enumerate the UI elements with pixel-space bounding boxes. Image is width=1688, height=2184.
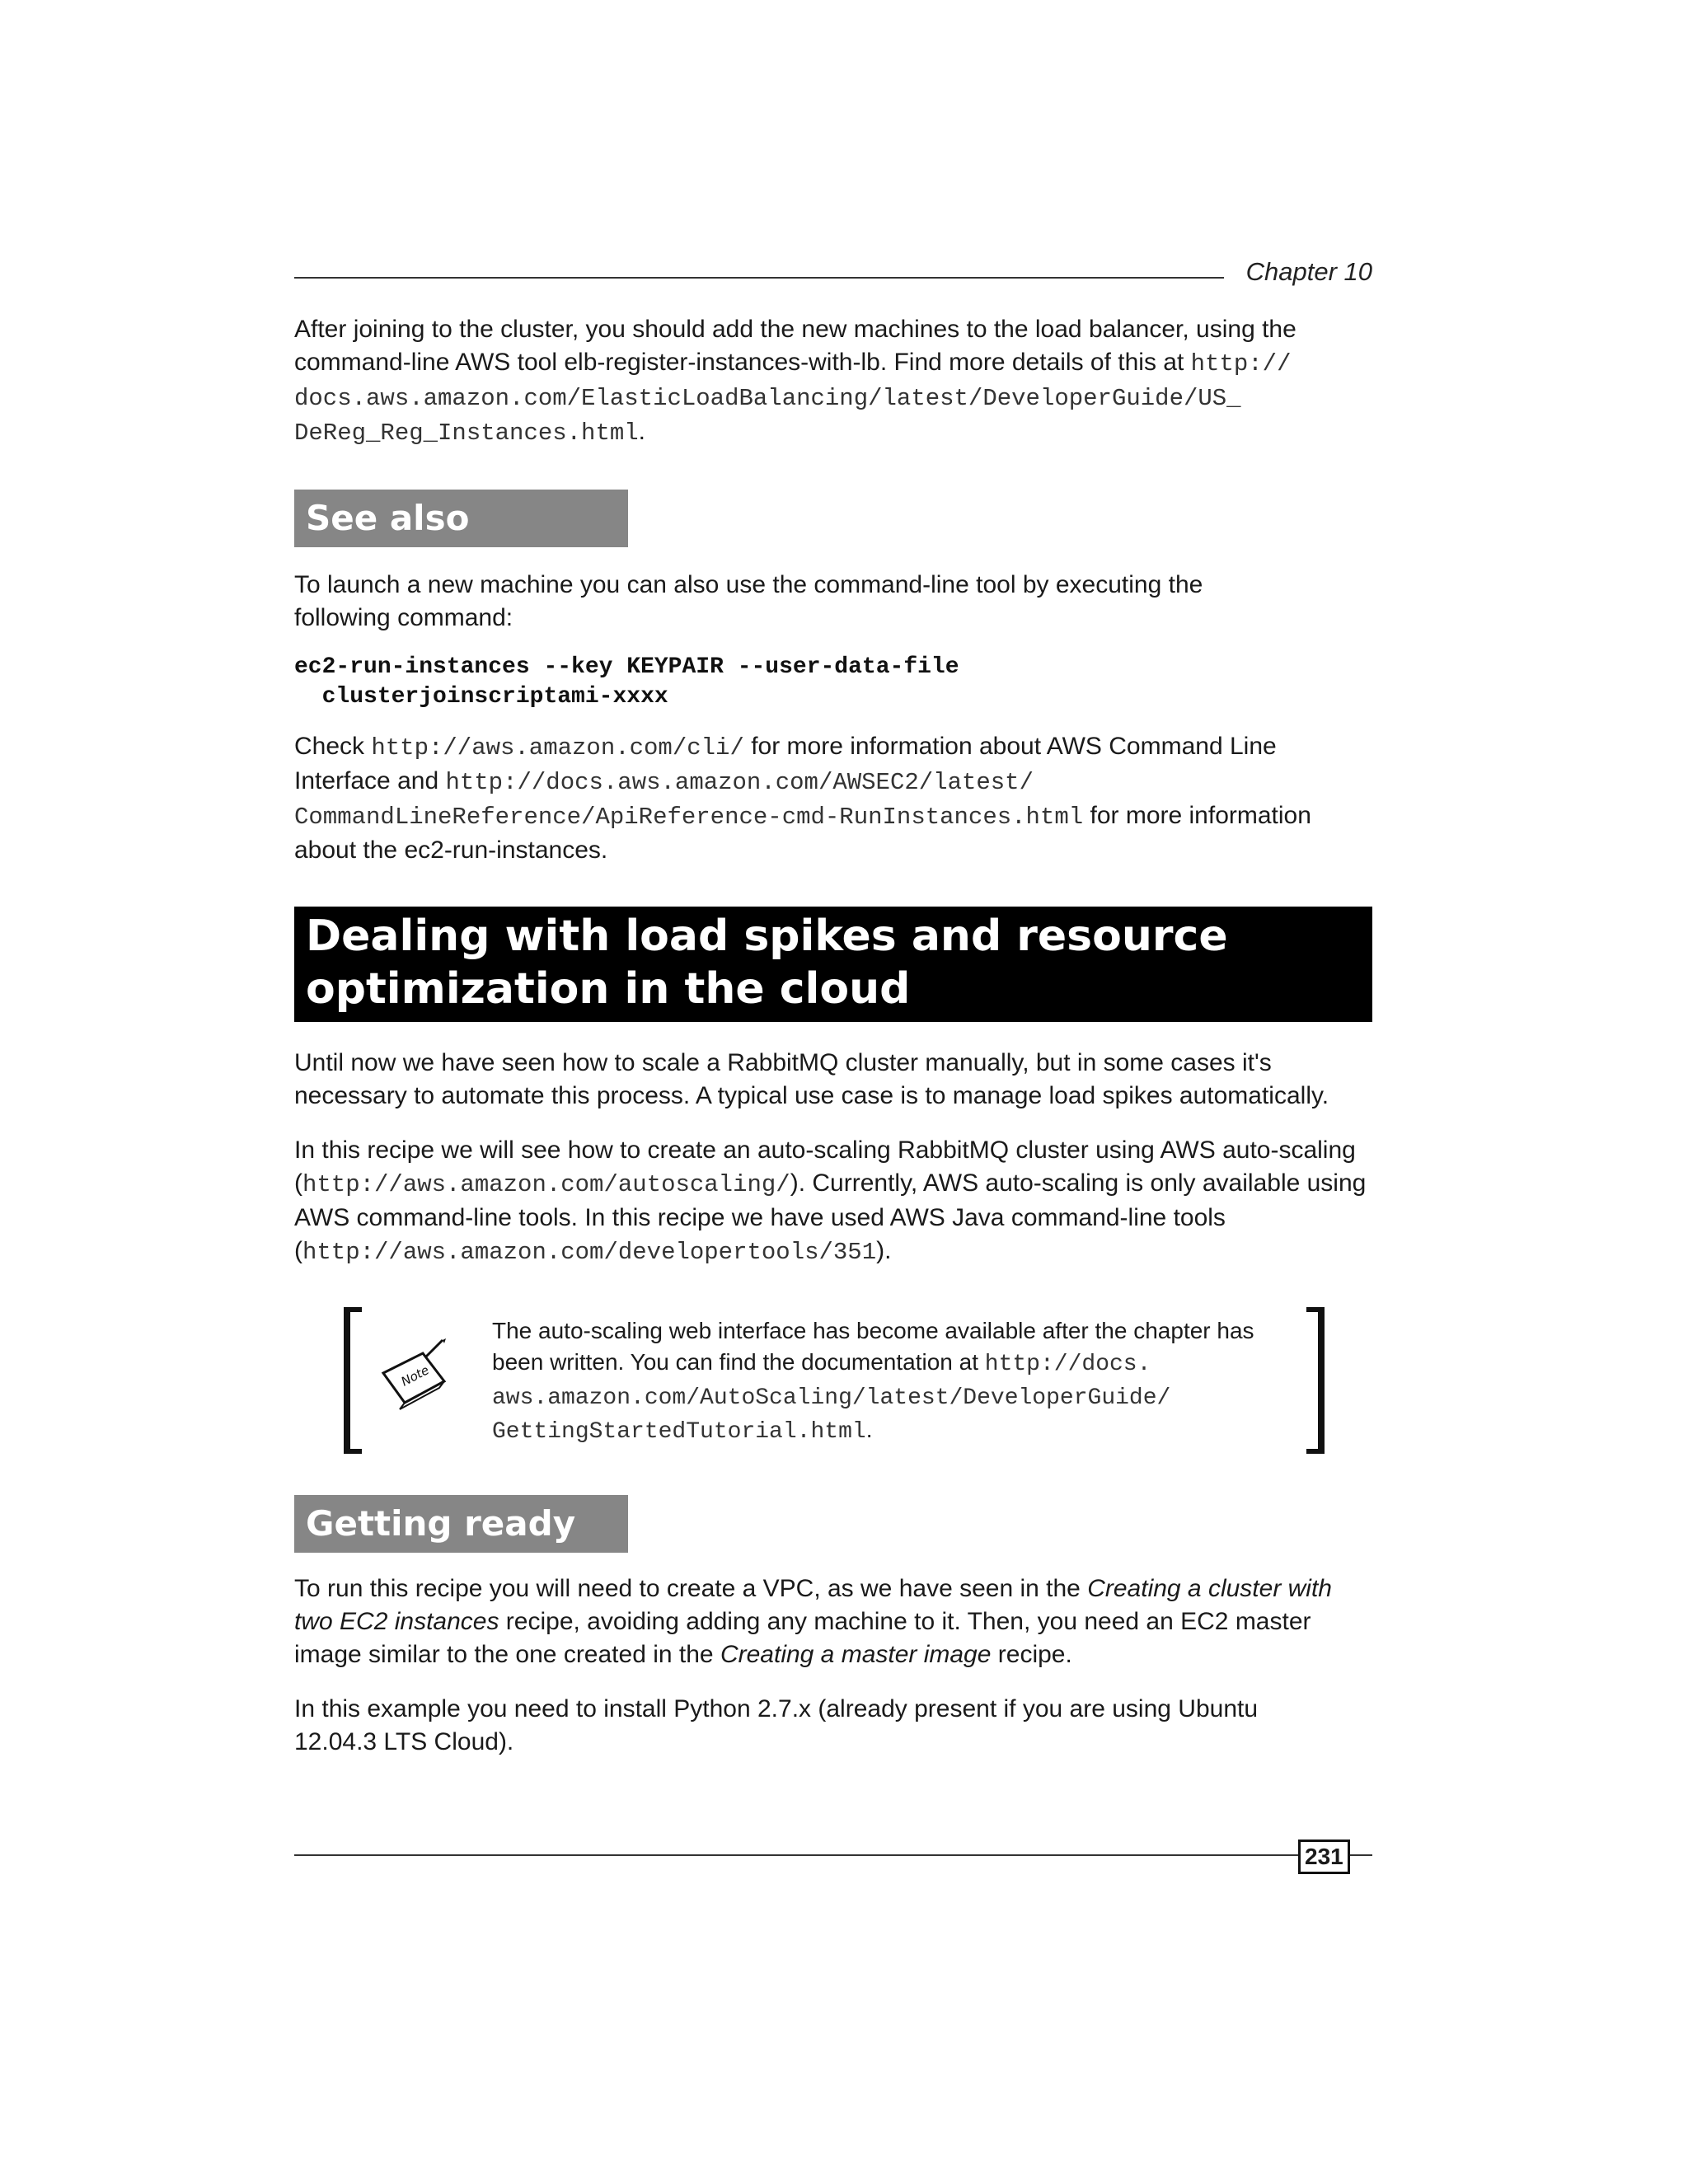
- bracket-left: [344, 1307, 362, 1454]
- note-text: The auto-scaling web interface has become available after the chapter has been written. You can find the documentation at http://docs. aws.amazon.com/AutoScaling/latest/DeveloperGuide/ GettingStartedTutorial.html.: [492, 1318, 1254, 1445]
- intro-paragraph: After joining to the cluster, you should add the new machines to the load balancer, using the command-line AWS tool elb-register-instances-with-lb. Find more details of this at http:// docs.aws.amazon.com/ElasticLoadBalancing/latest/DeveloperGuide/US_ DeReg_Reg_Instances.html.: [294, 316, 1296, 447]
- section-paragraph-1: Until now we have seen how to scale a RabbitMQ cluster manually, but in some cases it's necessary to automate this process. A typical use case is to manage load spikes automatically.: [294, 1049, 1329, 1109]
- recipe-reference: Creating a master image: [720, 1641, 992, 1668]
- note-icon-label: Note: [398, 1362, 432, 1390]
- page-content: [294, 247, 1372, 1881]
- page-header: [294, 247, 1372, 297]
- elb-docs-link[interactable]: http:// docs.aws.amazon.com/ElasticLoadBalancing/latest/DeveloperGuide/US_ DeReg_Reg_Instances.html: [294, 350, 1292, 447]
- code-block: [294, 653, 1372, 712]
- page-footer: [294, 1831, 1372, 1881]
- header-rule: [294, 277, 1224, 279]
- see-also-heading: See also: [294, 490, 628, 547]
- code-line: clusterjoinscriptami-xxxx: [294, 684, 668, 710]
- code-line: ec2-run-instances --key KEYPAIR --user-data-file: [294, 654, 959, 680]
- getting-ready-heading: Getting ready: [294, 1495, 628, 1553]
- section-heading: Dealing with load spikes and resource optimization in the cloud: [294, 907, 1372, 1022]
- getting-ready-paragraph-1: To run this recipe you will need to create a VPC, as we have seen in the Creating a cluster with two EC2 instances recipe, avoiding adding any machine to it. Then, you need an EC2 master image similar to the one created in the Creating a master image recipe.: [294, 1575, 1332, 1668]
- developertools-link[interactable]: http://aws.amazon.com/developertools/351: [302, 1239, 877, 1266]
- footer-rule: [294, 1854, 1372, 1856]
- section-paragraph-2: In this recipe we will see how to create an auto-scaling RabbitMQ cluster using AWS auto-scaling (http://aws.amazon.com/autoscaling/). Currently, AWS auto-scaling is only available using AWS command-line tools. In this recipe we have used AWS Java command-line tools (http://aws.amazon.com/developertools/351).: [294, 1137, 1367, 1266]
- aws-cli-link[interactable]: http://aws.amazon.com/cli/: [371, 734, 744, 762]
- page-number: 231: [1298, 1840, 1350, 1874]
- autoscaling-docs-link[interactable]: http://docs. aws.amazon.com/AutoScaling/latest/DeveloperGuide/ GettingStartedTutorial.html: [492, 1352, 1171, 1445]
- bracket-right: [1306, 1307, 1325, 1454]
- recipe-reference: Creating a cluster with two EC2 instances: [294, 1575, 1332, 1635]
- autoscaling-link[interactable]: http://aws.amazon.com/autoscaling/: [302, 1171, 790, 1198]
- note-icon: [375, 1338, 449, 1413]
- see-also-intro: To launch a new machine you can also use the command-line tool by executing the following command:: [294, 571, 1203, 631]
- note-box: [344, 1307, 1325, 1455]
- getting-ready-paragraph-2: In this example you need to install Python 2.7.x (already present if you are using Ubuntu 12.04.3 LTS Cloud).: [294, 1695, 1259, 1755]
- run-instances-link[interactable]: http://docs.aws.amazon.com/AWSEC2/latest/ CommandLineReference/ApiReference-cmd-RunInstances.html: [294, 769, 1084, 831]
- check-paragraph: Check http://aws.amazon.com/cli/ for more information about AWS Command Line Interface and http://docs.aws.amazon.com/AWSEC2/latest/ CommandLineReference/ApiReference-cmd-RunInstances.html for more information about the ec2-run-instances.: [294, 733, 1311, 864]
- chapter-label: Chapter 10: [1245, 257, 1372, 286]
